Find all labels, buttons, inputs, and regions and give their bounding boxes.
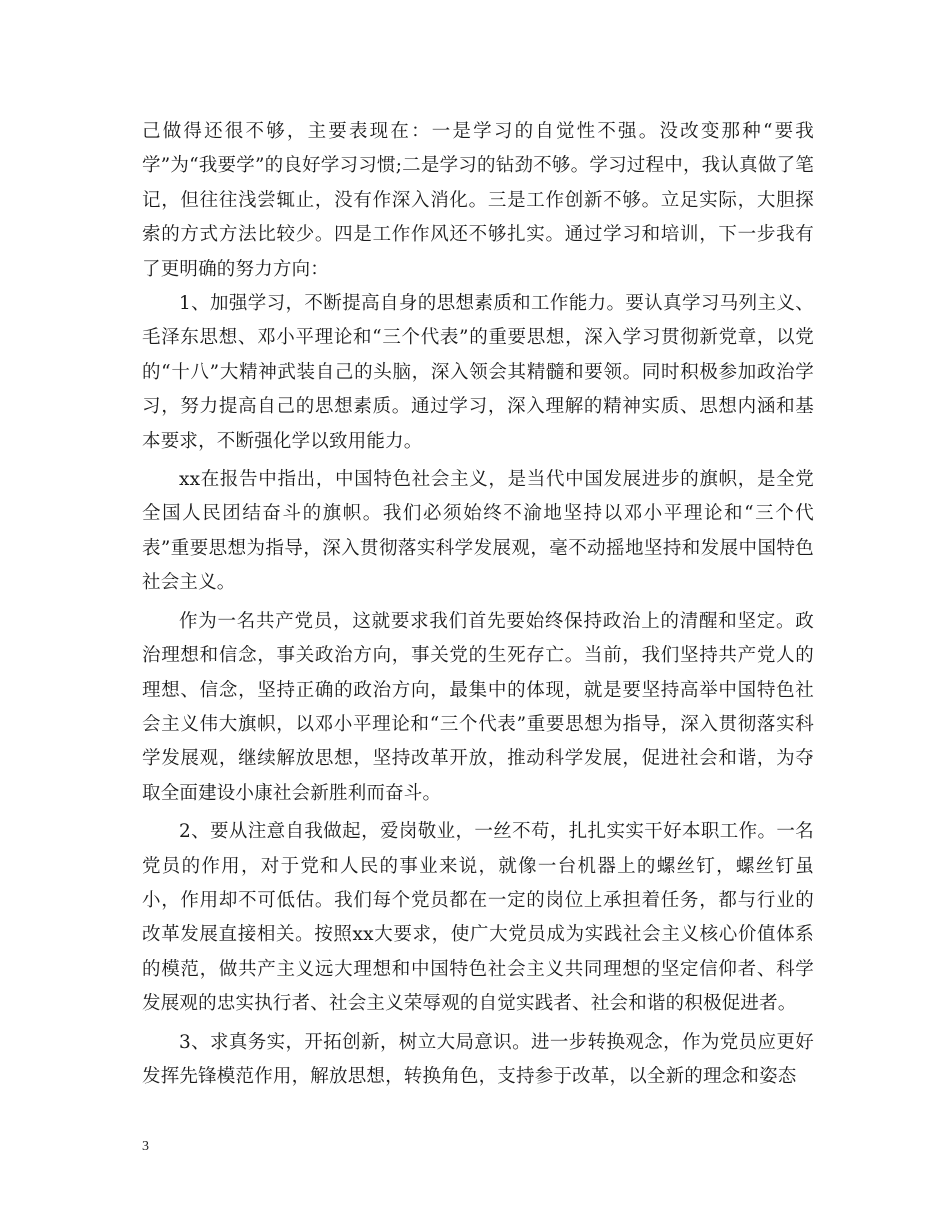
paragraph-1: 己做得还很不够，主要表现在：一是学习的自觉性不强。没改变那种“要我学”为“我要学”的良好学习习惯;二是学习的钻劲不够。学习过程中，我认真做了笔记，但往往浅尝辄止，没有作深入消化。三是工作创新不够。立足实际，大胆探索的方式方法比较少。四是工作作风还不够扎实。通过学习和培训，下一步我有了更明确的努力方向： bbox=[142, 121, 814, 280]
page-number: 3 bbox=[142, 1139, 149, 1154]
paragraph-4: 作为一名共产党员，这就要求我们首先要始终保持政治上的清醒和坚定。政治理想和信念，事关政治方向，事关党的生死存亡。当前，我们坚持共产党人的理想、信念，坚持正确的政治方向，最集中的体现，就是要坚持高举中国特色社会主义伟大旗帜，以邓小平理论和“三个代表”重要思想为指导，深入贯彻落实科学发展观，继续解放思想，坚持改革开放，推动科学发展，促进社会和谐，为夺取全面建设小康社会新胜利而奋斗。 bbox=[142, 610, 814, 804]
paragraph-3: xx在报告中指出，中国特色社会主义，是当代中国发展进步的旗帜，是全党全国人民团结奋斗的旗帜。我们必须始终不渝地坚持以邓小平理论和“三个代表”重要思想为指导，深入贯彻落实科学发展观，毫不动摇地坚持和发展中国特色社会主义。 bbox=[142, 469, 814, 594]
paragraph-2: 1、加强学习，不断提高自身的思想素质和工作能力。要认真学习马列主义、毛泽东思想、邓小平理论和“三个代表”的重要思想，深入学习贯彻新党章，以党的“十八”大精神武装自己的头脑，深入领会其精髓和要领。同时积极参加政治学习，努力提高自己的思想素质。通过学习，深入理解的精神实质、思想内涵和基本要求，不断强化学以致用能力。 bbox=[142, 293, 814, 452]
document-body bbox=[142, 115, 814, 1094]
paragraph-6: 3、求真务实，开拓创新，树立大局意识。进一步转换观念，作为党员应更好发挥先锋模范作用，解放思想，转换角色，支持参于改革，以全新的理念和姿态 bbox=[142, 1031, 814, 1087]
paragraph-5: 2、要从注意自我做起，爱岗敬业，一丝不苟，扎扎实实干好本职工作。一名党员的作用，对于党和人民的事业来说，就像一台机器上的螺丝钉，螺丝钉虽小，作用却不可低估。我们每个党员都在一定的岗位上承担着任务，都与行业的改革发展直接相关。按照xx大要求，使广大党员成为实践社会主义核心价值体系的模范，做共产主义远大理想和中国特色社会主义共同理想的坚定信仰者、科学发展观的忠实执行者、社会主义荣辱观的自觉实践者、社会和谐的积极促进者。 bbox=[142, 821, 814, 1015]
